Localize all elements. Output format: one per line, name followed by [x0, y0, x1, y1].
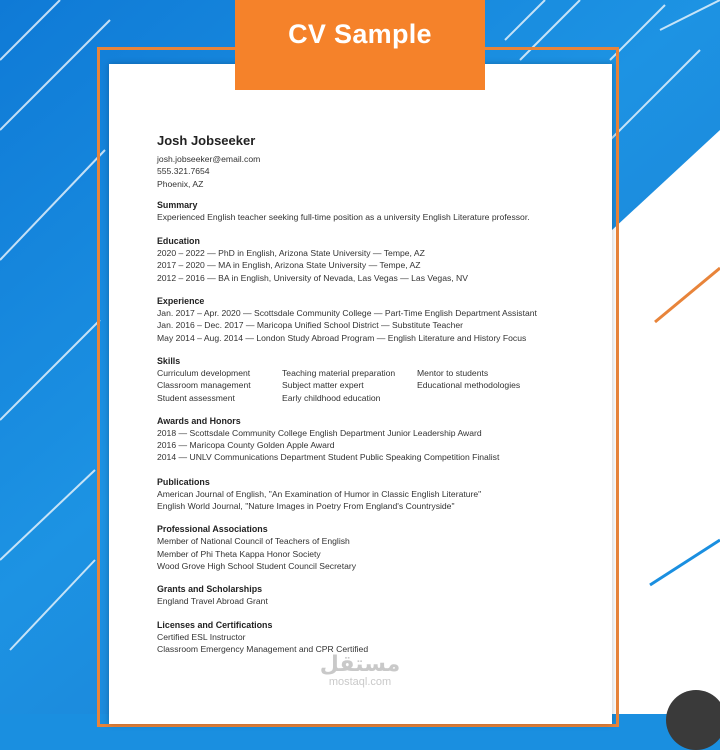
banner-title: CV Sample — [288, 18, 432, 49]
skills-section — [157, 355, 597, 404]
experience-line: Jan. 2017 – Apr. 2020 — Scottsdale Community College — Part-Time English Department Assistant — [157, 308, 537, 319]
association-line: Wood Grove High School Student Council Secretary — [157, 560, 357, 571]
section-title: Summary — [157, 199, 198, 210]
summary-line: Experienced English teacher seeking full-time position as a university English Literature professor. — [157, 211, 530, 222]
watermark-arabic: مستقل — [319, 651, 401, 676]
publications-section — [157, 476, 597, 513]
experience-line: May 2014 – Aug. 2014 — London Study Abroad Program — English Literature and History Focus — [157, 332, 527, 343]
summary-section — [157, 199, 597, 223]
grant-line: England Travel Abroad Grant — [157, 596, 268, 607]
award-line: 2014 — UNLV Communications Department Student Public Speaking Competition Finalist — [157, 452, 500, 463]
skill-item: Classroom management — [157, 380, 251, 391]
contact-email: josh.jobseeker@email.com — [157, 154, 261, 164]
section-title: Grants and Scholarships — [157, 584, 263, 595]
watermark-latin: mostaql.com — [328, 676, 392, 688]
experience-section — [157, 295, 597, 344]
experience-line: Jan. 2016 – Dec. 2017 — Maricopa Unified School District — Substitute Teacher — [157, 320, 464, 331]
mostaql-watermark — [315, 652, 405, 688]
skill-item: Teaching material preparation — [282, 367, 396, 378]
awards-section — [157, 415, 597, 464]
section-title: Education — [157, 236, 200, 247]
corner-button[interactable] — [666, 690, 720, 750]
skills-grid — [157, 367, 597, 404]
skill-item: Student assessment — [157, 392, 235, 403]
associations-section — [157, 523, 597, 572]
skill-item: Mentor to students — [417, 367, 489, 378]
section-title: Licenses and Certifications — [157, 619, 273, 630]
skill-item: Early childhood education — [282, 392, 381, 403]
white-background-shape — [612, 130, 720, 714]
education-section — [157, 235, 597, 284]
contact-block — [157, 153, 597, 190]
skill-item: Educational methodologies — [417, 380, 521, 391]
grants-section — [157, 583, 597, 607]
contact-location: Phoenix, AZ — [157, 178, 204, 189]
award-line: 2018 — Scottsdale Community College English Department Junior Leadership Award — [157, 427, 482, 438]
education-line: 2020 – 2022 — PhD in English, Arizona State University — Tempe, AZ — [157, 248, 425, 259]
publication-line: English World Journal, "Nature Images in Poetry From England's Countryside" — [157, 501, 455, 512]
section-title: Professional Associations — [157, 524, 268, 535]
license-line: Certified ESL Instructor — [157, 631, 246, 642]
skill-item: Subject matter expert — [282, 380, 364, 391]
cv-content — [157, 133, 597, 655]
section-title: Skills — [157, 355, 181, 366]
association-line: Member of Phi Theta Kappa Honor Society — [157, 548, 321, 559]
section-title: Awards and Honors — [157, 415, 241, 426]
association-line: Member of National Council of Teachers of English — [157, 536, 350, 547]
title-banner — [235, 0, 485, 90]
skill-item: Curriculum development — [157, 367, 251, 378]
licenses-section — [157, 619, 597, 656]
award-line: 2016 — Maricopa County Golden Apple Award — [157, 440, 335, 451]
publication-line: American Journal of English, "An Examination of Humor in Classic English Literature" — [157, 488, 482, 499]
license-line: Classroom Emergency Management and CPR Certified — [157, 643, 369, 654]
section-title: Experience — [157, 296, 205, 307]
cv-name: Josh Jobseeker — [157, 133, 256, 148]
education-line: 2012 – 2016 — BA in English, University of Nevada, Las Vegas — Las Vegas, NV — [157, 272, 468, 283]
contact-phone: 555.321.7654 — [157, 166, 210, 177]
education-line: 2017 – 2020 — MA in English, Arizona State University — Tempe, AZ — [157, 260, 421, 271]
section-title: Publications — [157, 476, 210, 487]
